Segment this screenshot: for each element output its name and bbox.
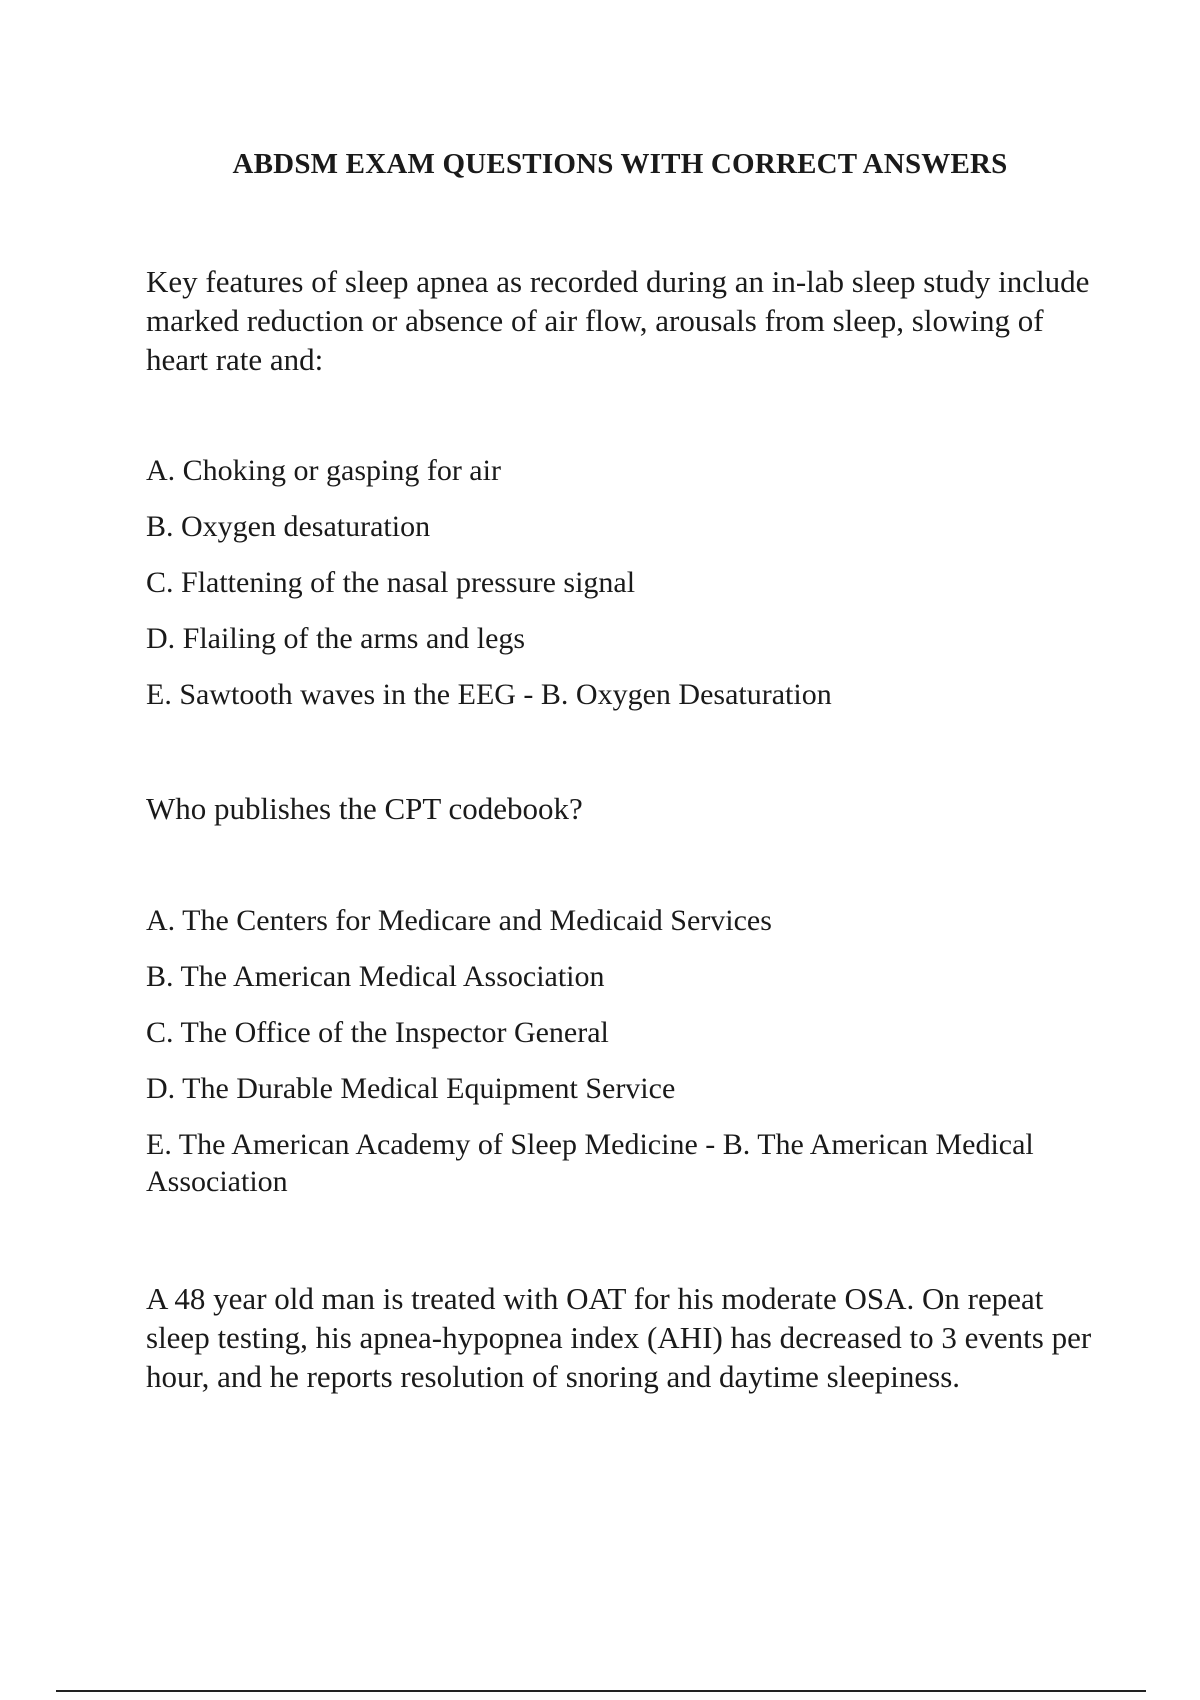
question-3-text: A 48 year old man is treated with OAT for his moderate OSA. On repeat sleep testing, his apnea-hypopnea index (AHI) has decreased to 3 events per hour, and he reports resolution of snoring and daytime sleepiness. <box>146 1281 1092 1394</box>
question-1-option-c: C. Flattening of the nasal pressure signal <box>146 566 636 599</box>
question-2-option-b: B. The American Medical Association <box>146 960 605 993</box>
question-2-option-e: E. The American Academy of Sleep Medicine - B. The American Medical Association <box>146 1128 1034 1198</box>
question-1-option-a: A. Choking or gasping for air <box>146 454 501 487</box>
question-2-option-d: D. The Durable Medical Equipment Service <box>146 1072 676 1105</box>
question-2-text: Who publishes the CPT codebook? <box>146 791 583 826</box>
question-2-option-c: C. The Office of the Inspector General <box>146 1016 609 1049</box>
question-1-option-e: E. Sawtooth waves in the EEG - B. Oxygen Desaturation <box>146 678 832 711</box>
question-1-text: Key features of sleep apnea as recorded during an in-lab sleep study include marked reduction or absence of air flow, arousals from sleep, slowing of heart rate and: <box>146 264 1090 377</box>
question-2-option-a: A. The Centers for Medicare and Medicaid Services <box>146 904 772 937</box>
page-bottom-divider <box>56 1690 1146 1692</box>
document-title: ABDSM EXAM QUESTIONS WITH CORRECT ANSWERS <box>232 148 1008 180</box>
question-2-options <box>146 902 1106 1219</box>
question-1-options <box>146 452 1106 732</box>
question-1-option-d: D. Flailing of the arms and legs <box>146 622 526 655</box>
question-1-option-b: B. Oxygen desaturation <box>146 510 431 543</box>
